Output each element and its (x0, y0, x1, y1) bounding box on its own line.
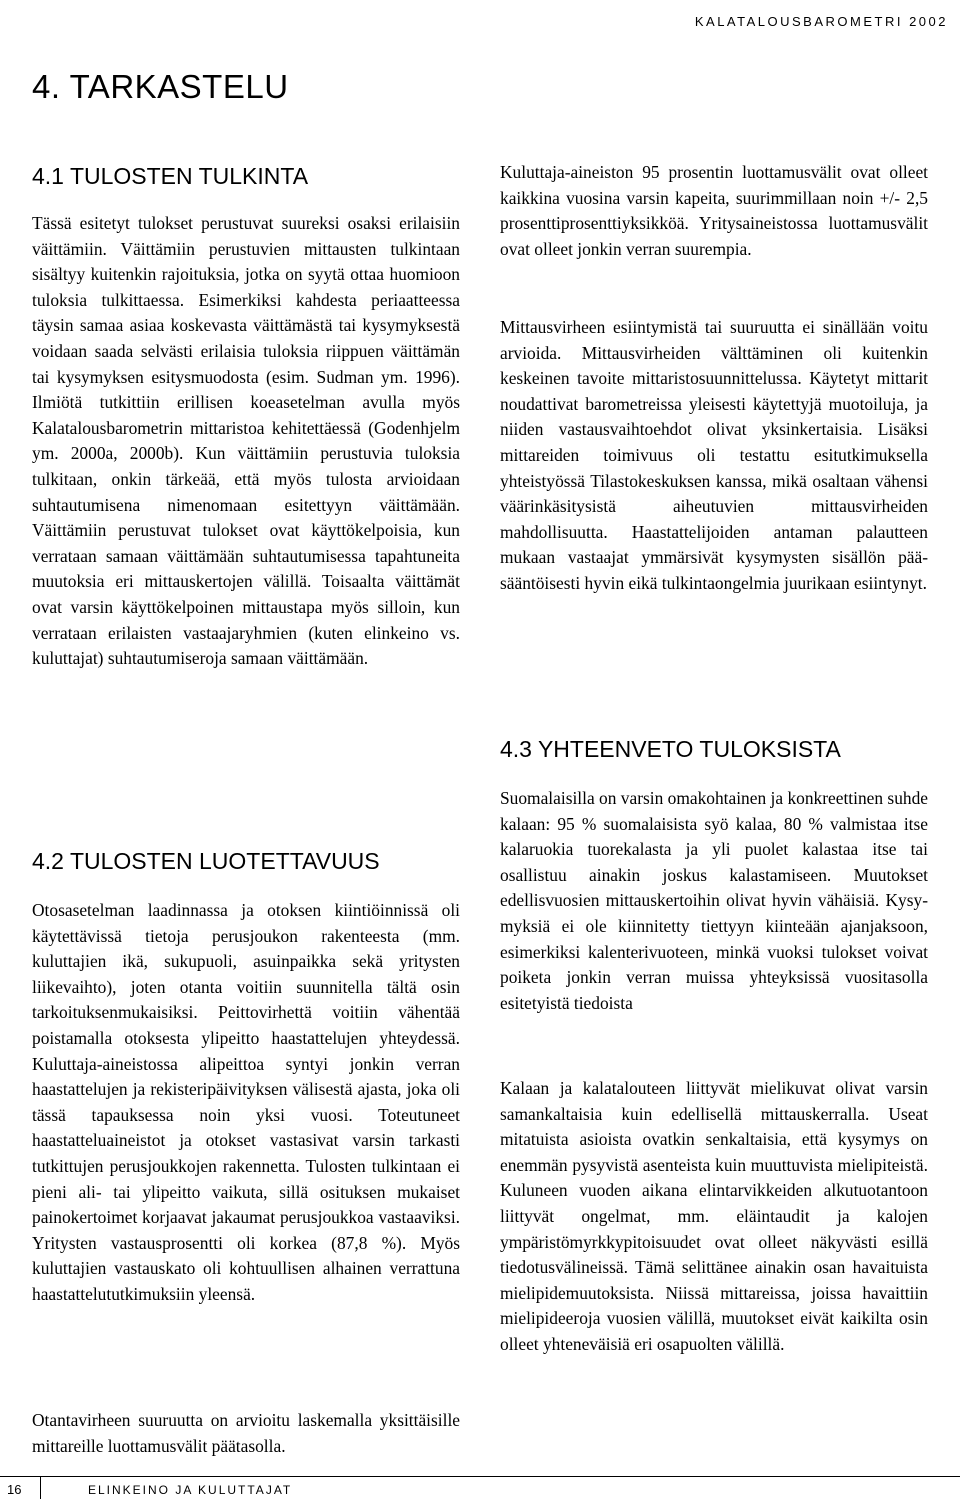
section-4-3-paragraph-2: Kalaan ja kalatalouteen liittyvät mielikuvat olivat varsin samankaltaisia kuin edellisellä mittauskerralla. Useat mitatuista asioista ovatkin senkaltaisia, että kysymys on enemmän pysyvistä asenteista kuin muuttuvista mielipiteistä. Kuluneen vuoden aikana elintarvikkeiden alkutuotantoon liittyvät ongelmat, mm. eläintaudit ja kalojen ympäristömyrkkypitoisuudet ovat olleet näkyvästi esillä tiedotusvälineissä. Tämä selittänee ainakin osan havaituista mielipidemuutoksista. Niissä mittareissa, joissa havaittiin mielipideeroja vuosien välillä, muutokset eivät kaikilta osin olleet yhteneväisiä eri osapuolten välillä. (500, 1078, 928, 1354)
section-heading-4-3: 4.3 YHTEENVETO TULOKSISTA (500, 736, 841, 762)
section-heading-4-1: 4.1 TULOSTEN TULKINTA (32, 163, 309, 189)
page-number: 16 (7, 1482, 22, 1497)
section-4-1-paragraph: Tässä esitetyt tulokset perustuvat suureksi osaksi erilaisiin väittämiin. Väittämiin perustuvien mittausten tulkintaan sisältyy kuitenkin rajoituksia, jotka on syytä ottaa huomioon tuloksia tulkittaessa. Esimerkiksi kahdesta periaatteessa täysin samaa asiaa koskevasta väittämästä tai kysymyksestä voidaan saada selvästi erilaisia tuloksia riippuen väittämän tai kysymyksen esitysmuodosta (esim. Sudman ym. 1996). Ilmiötä tutkittiin erillisen koeasetelman avulla myös Kalatalousbarometrin mittaristoa kehitettäessä (Godenhjelm ym. 2000a, 2000b). Kun väittämiin perustuvia tuloksia tulkitaan, onkin tärkeää, että myös tulosta arvioidaan suhtautumisena nimenomaan esitettyyn väittämään. Väittämiin perustuvat tulokset ovat käyttökelpoisia, kun verrataan samaan väittämään suhtautumisessa tapahtuneita muutoksia eri mittauskertojen välillä. Toisaalta väittämät ovat varsin käyttökelpoinen mittaustapa myös silloin, kun verrataan erilaisten vastaajaryhmien (kuten elinkeino vs. kuluttajat) suhtautumiseroja samaan väittämään. (32, 213, 460, 669)
section-heading-4-2: 4.2 TULOSTEN LUOTETTAVUUS (32, 848, 380, 874)
running-head: KALATALOUSBAROMETRI 2002 (694, 14, 948, 29)
section-4-2-paragraph-3: Kuluttaja-aineiston 95 prosentin luottamusvälit ovat olleet kaikkina vuosina varsin kapeita, suurimmillaan noin +/- 2,5 prosenttiprosenttiyksikköä. Yritysaineistossa luottamusvälit ovat olleet jonkin verran suurempia. (500, 162, 928, 259)
footer-rule (0, 1476, 960, 1477)
section-4-2-paragraph-2: Otantavirheen suuruutta on arvioitu laskemalla yksittäisille mittareille luottamusvälit päätasolla. (32, 1410, 460, 1456)
section-4-2-paragraph-1: Otosasetelman laadinnassa ja otoksen kiintiöinnissä oli käytettävissä tietoja perusjoukon rakenteesta (mm. kuluttajien ikä, sukupuoli, asuinpaikka sekä yritysten liikevaihto), joten otanta voitiin suunnitella tältä osin tarkoituksenmukaisiksi. Peittovirhettä voitiin vähentää poistamalla otoksesta ylipeitto haastattelujen yhteydessä. Kuluttaja-aineistossa alipeittoa syntyi jonkin verran haastattelujen ja rekisteripäivityksen välisestä ajasta, joka oli tässä tapauksessa noin yksi vuosi. Toteutuneet haastatteluaineistot ja otokset vastasivat varsin tarkasti tutkittujen perusjoukkojen rakennetta. Tulosten tulkintaan ei pieni ali- tai ylipeitto vaikuta, sillä osituksen mukaiset painokertoimet korjaavat jakaumat perusjoukkoa vastaaviksi. Yritysten vastausprosentti oli korkea (87,8 %). Myös kuluttajien vastauskato oli kohtuullisen alhainen verrattuna haastattelututkimuksiin yleensä. (32, 900, 460, 1304)
section-4-2-paragraph-4: Mittausvirheen esiintymistä tai suuruutta ei sinällään voitu arvioida. Mittausvirheiden välttäminen oli kuitenkin keskeinen tavoite mittaristosuunnittelussa. Käytetyt mittarit noudattivat barometreissa yleisesti käytettyjä muotoiluja, ja niiden vastausvaihtoehdot olivat yksinkertaisia. Lisäksi mittareiden toimivuus oli testattu esitutkimuksella yhteistyössä Tilastokeskuksen kanssa, mikä osaltaan vähensi väärinkäsitysistä aiheutuvien mittausvirheiden mahdollisuutta. Haastattelijoiden antaman palautteen mukaan vastaajat ymmärsivät kysymysten sisällön pääsääntöisesti hyvin eikä tulkintaongelmia juurikaan esiintynyt. (500, 317, 928, 593)
footer-title: ELINKEINO JA KULUTTAJAT (88, 1483, 293, 1497)
chapter-title: 4. TARKASTELU (32, 68, 289, 105)
section-4-3-paragraph-1: Suomalaisilla on varsin omakohtainen ja konkreettinen suhde kalaan: 95 % suomalaisista syö kalaa, 80 % valmistaa itse kalaruokia tuorekalasta ja yli puolet kalastaa itse tai osallistuu ainakin joskus kalastamiseen. Muutokset edellisvuosien mittauskertoihin olivat hyvin vähäisiä. Kysymyksiä ei ole kiinnitetty tiettyyn kiinteään ajanjaksoon, esimerkiksi kalenterivuoteen, minkä vuoksi tulokset voivat poiketa jonkin verran muissa yhteyksissä vuositasolla esitetyistä tiedoista (500, 788, 928, 1013)
